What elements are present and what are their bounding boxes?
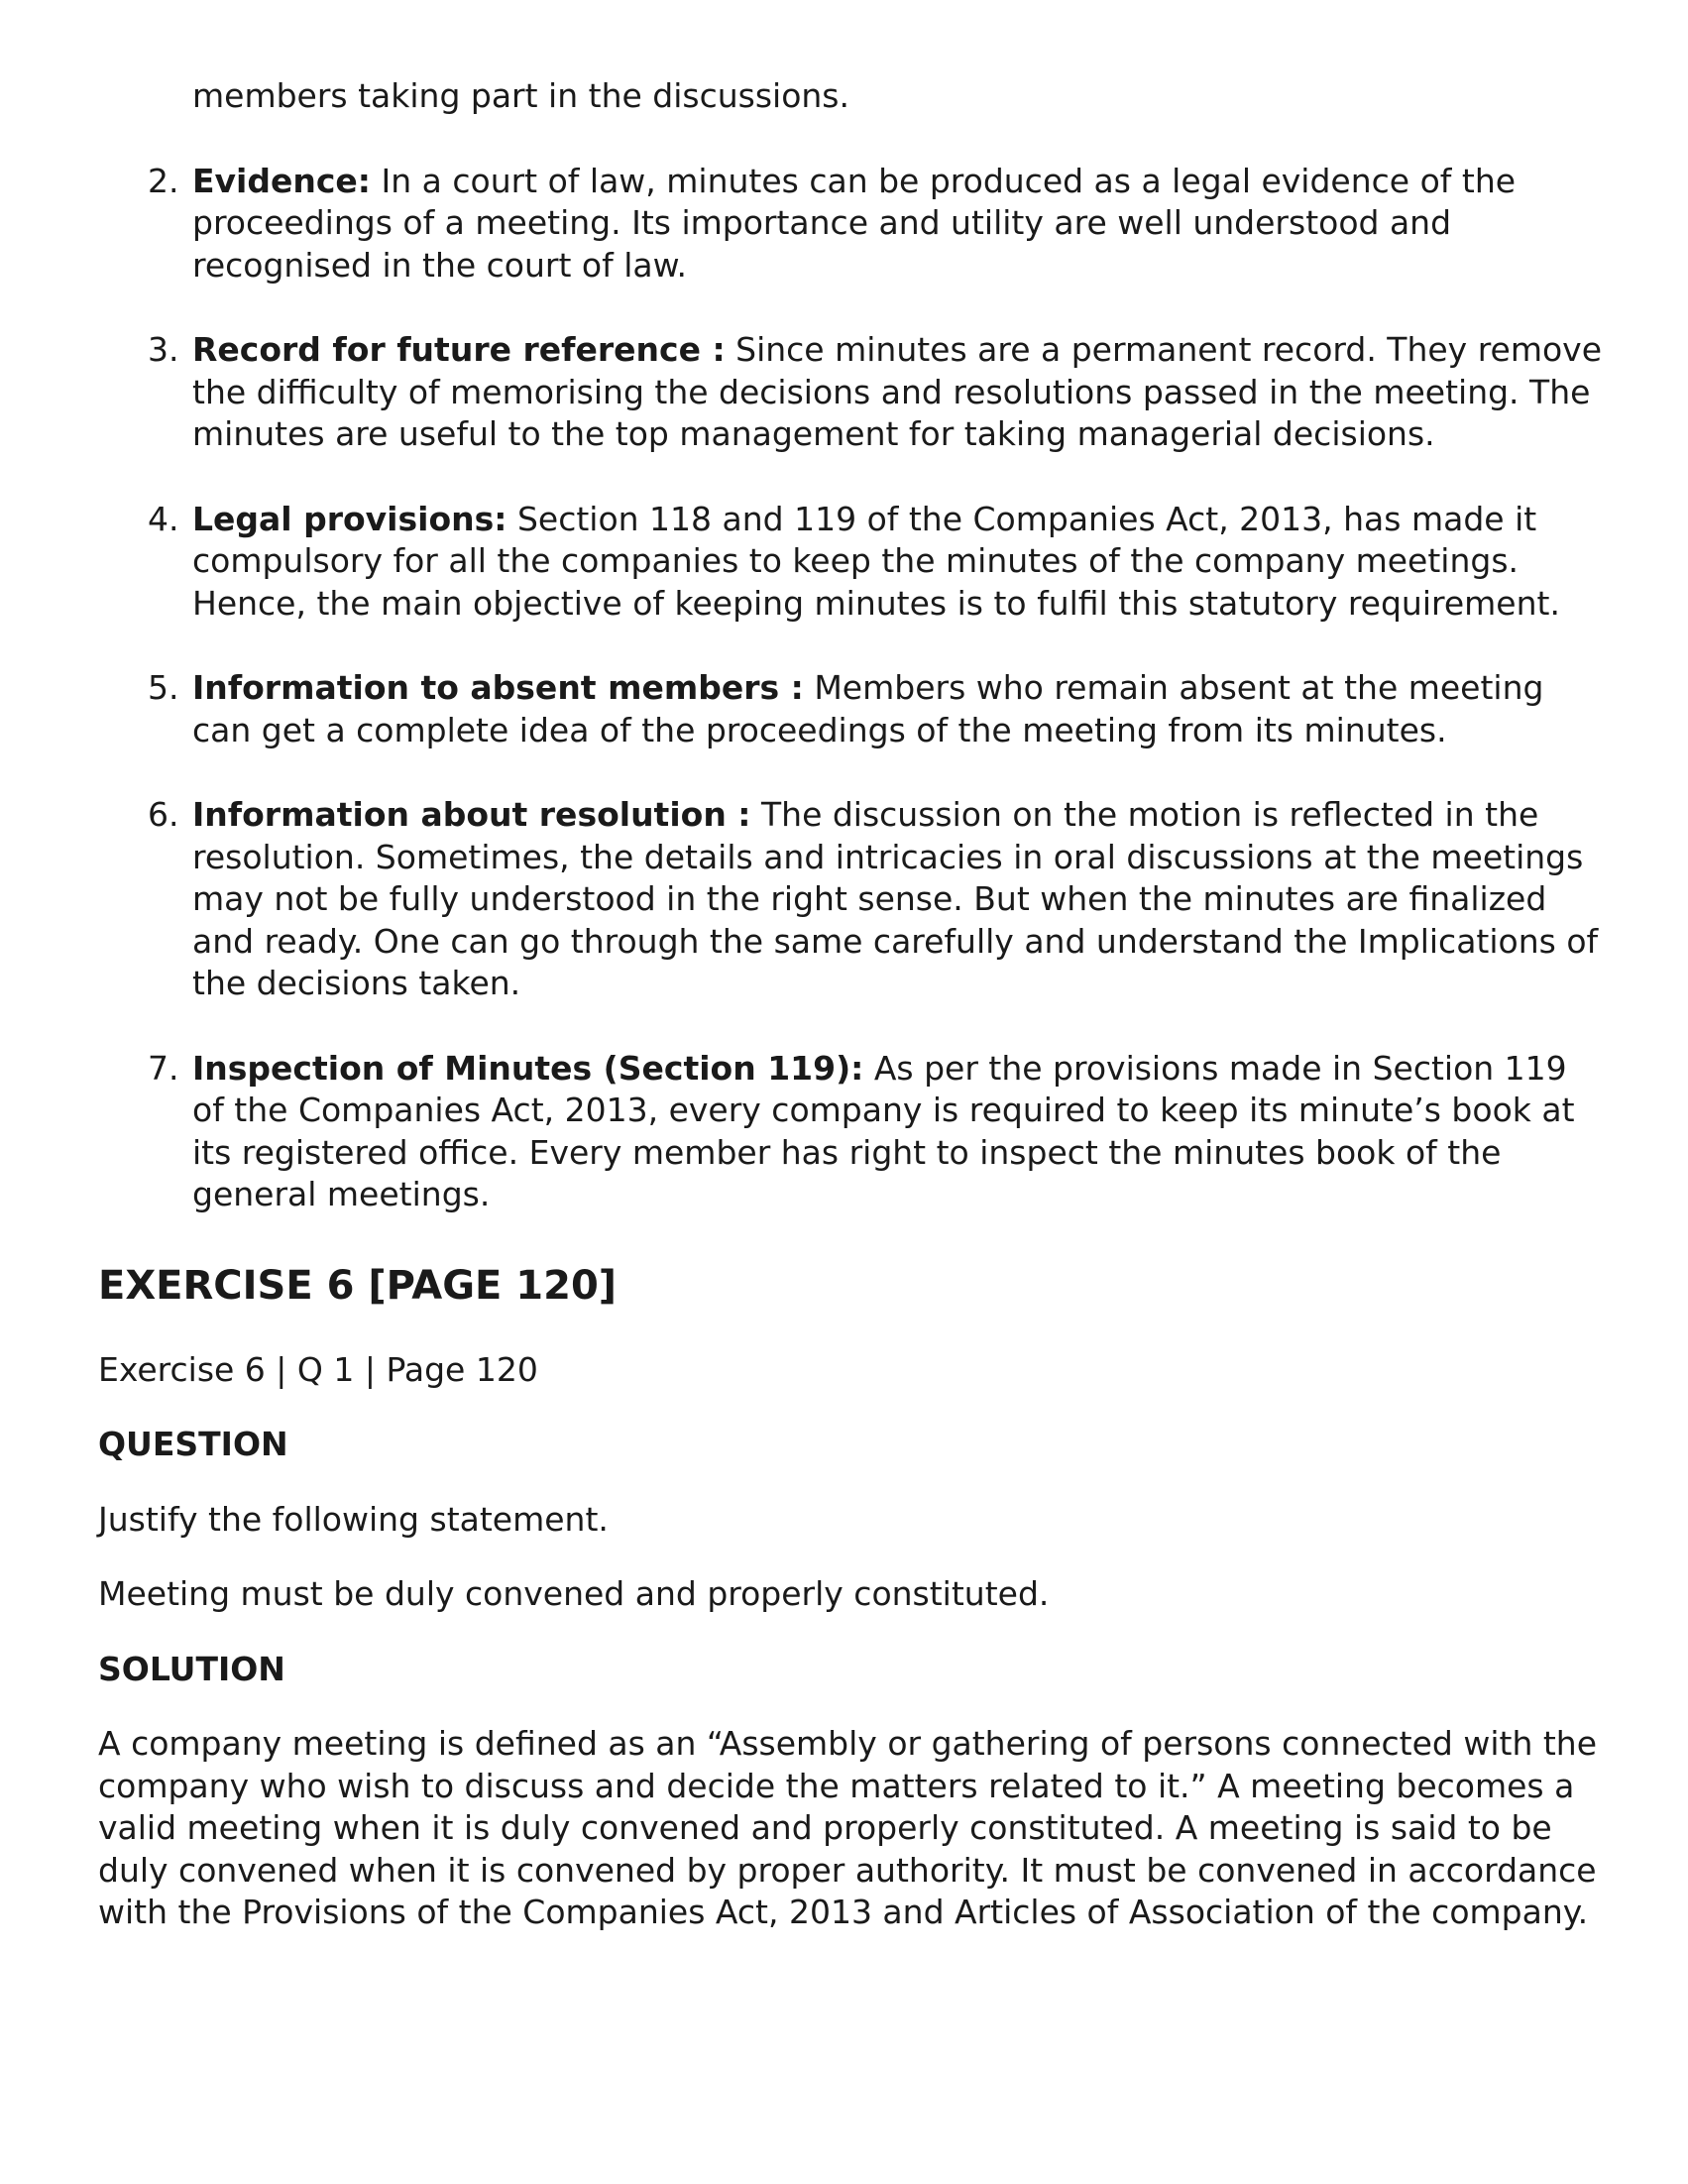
list-item xyxy=(98,1048,1605,1216)
item-title: Evidence: xyxy=(192,161,372,200)
question-statement: Meeting must be duly convened and properly constituted. xyxy=(98,1574,1050,1613)
solution-text: A company meeting is defined as an “Assembly or gathering of persons connected with the company who wish to discuss and decide the matters related to it.” A meeting becomes a valid meeting when it is duly convened and properly constituted. A meeting is said to be duly convened when it is convened by proper authority. It must be convened in accordance with the Provisions of the Companies Act, 2013 and Articles of Association of the company. xyxy=(98,1724,1598,1931)
list-item xyxy=(98,667,1605,751)
item-title: Inspection of Minutes (Section 119): xyxy=(192,1048,864,1088)
points-list xyxy=(98,161,1605,1216)
item-title: Information about resolution : xyxy=(192,795,751,834)
item-text: The discussion on the motion is reflected in the resolution. Sometimes, the details and intricacies in oral discussions at the meetings may not be fully understood in the right sense. But when the minutes are finalized and ready. One can go through the same carefully and understand the Implications of the decisions taken. xyxy=(192,795,1599,1002)
item-text: In a court of law, minutes can be produced as a legal evidence of the proceedings of a meeting. Its importance and utility are well understood and recognised in the court of law. xyxy=(192,161,1517,285)
document-page xyxy=(98,0,1605,1934)
item-text: As per the provisions made in Section 119 of the Companies Act, 2013, every company is required to keep its minute’s book at its registered office. Every member has right to inspect the minutes book of the general meetings. xyxy=(192,1048,1575,1213)
list-item xyxy=(98,329,1605,456)
question-label: QUESTION xyxy=(98,1425,288,1463)
solution-label: SOLUTION xyxy=(98,1649,285,1688)
question-instruction: Justify the following statement. xyxy=(98,1499,609,1539)
item-number: 2. xyxy=(148,161,179,200)
item-number: 3. xyxy=(148,330,179,369)
item-text: Members who remain absent at the meeting can get a complete idea of the proceedings of the meeting from its minutes. xyxy=(192,668,1544,749)
continuation-text: members taking part in the discussions. xyxy=(192,76,849,115)
item-text: Section 118 and 119 of the Companies Act, 2013, has made it compulsory for all the companies to keep the minutes of the company meetings. Hence, the main objective of keeping minutes is to fulfil this statutory requirement. xyxy=(192,499,1560,623)
item-title: Information to absent members : xyxy=(192,668,804,707)
item-title: Record for future reference : xyxy=(192,330,726,369)
item-number: 6. xyxy=(148,795,179,834)
list-item xyxy=(98,499,1605,626)
exercise-reference: Exercise 6 | Q 1 | Page 120 xyxy=(98,1349,538,1389)
list-item xyxy=(98,794,1605,1005)
item-number: 4. xyxy=(148,499,179,538)
item-number: 5. xyxy=(148,668,179,707)
list-item xyxy=(98,161,1605,287)
item-text: Since minutes are a permanent record. They remove the difficulty of memorising the decisions and resolutions passed in the meeting. The minutes are useful to the top management for taking managerial decisions. xyxy=(192,330,1603,453)
exercise-heading: EXERCISE 6 [PAGE 120] xyxy=(98,1262,618,1309)
item-number: 7. xyxy=(148,1048,179,1088)
item-title: Legal provisions: xyxy=(192,499,507,538)
